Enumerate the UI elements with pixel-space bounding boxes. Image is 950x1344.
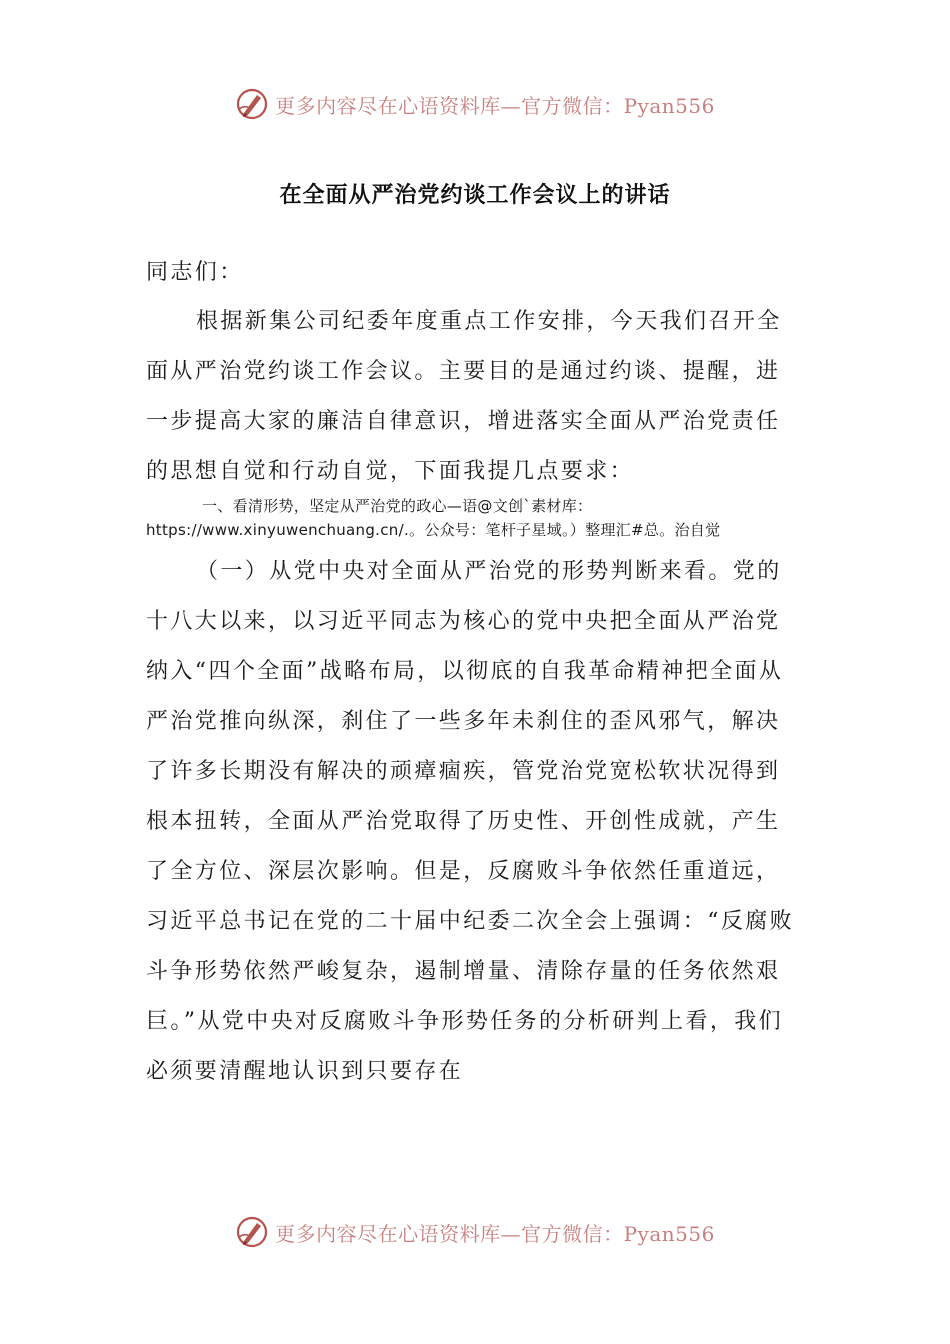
pen-circle-logo-icon bbox=[235, 87, 269, 121]
paragraph-section-one-part-one: （一）从党中央对全面从严治党的形势判断来看。党的十八大以来，以习近平同志为核心的党中央把全面从严治党纳入“四个全面”战略布局，以彻底的自我革命精神把全面从严治党推向纵深，刹住了一些多年未刹住的歪风邪气，解决了许多长期没有解决的顽瘴痼疾，管党治党宽松软状况得到根本扭转，全面从严治党取得了历史性、开创性成就，产生了全方位、深层次影响。但是，反腐败斗争依然任重道远，习近平总书记在党的二十届中纪委二次全会上强调：“反腐败斗争形势依然严峻复杂，遏制增量、清除存量的任务依然艰巨。”从党中央对反腐败斗争形势任务的分析研判上看，我们必须要清醒地认识到只要存在 bbox=[146, 559, 795, 1084]
watermark-text: 更多内容尽在心语资料库—官方微信：Pyan556 bbox=[275, 1221, 715, 1246]
header-watermark bbox=[0, 84, 950, 124]
section-heading-one: 一、看清形势，坚定从严治党的政心—语@文创`素材库：https://www.xinyuwenchuang.cn/.。公众号：笔杆子星域。）整理汇#总。治自觉 bbox=[146, 497, 721, 539]
salutation: 同志们： bbox=[146, 260, 244, 285]
document-title: 在全面从严治党约谈工作会议上的讲话 bbox=[279, 183, 671, 208]
paragraph-intro: 根据新集公司纪委年度重点工作安排，今天我们召开全面从严治党约谈工作会议。主要目的是通过约谈、提醒，进一步提高大家的廉洁自律意识，增进落实全面从严治党责任的思想自觉和行动自觉，下面我提几点要求： bbox=[146, 309, 782, 484]
pen-circle-logo-icon bbox=[235, 1215, 269, 1249]
watermark-text: 更多内容尽在心语资料库—官方微信：Pyan556 bbox=[275, 93, 715, 118]
footer-watermark bbox=[0, 1212, 950, 1252]
